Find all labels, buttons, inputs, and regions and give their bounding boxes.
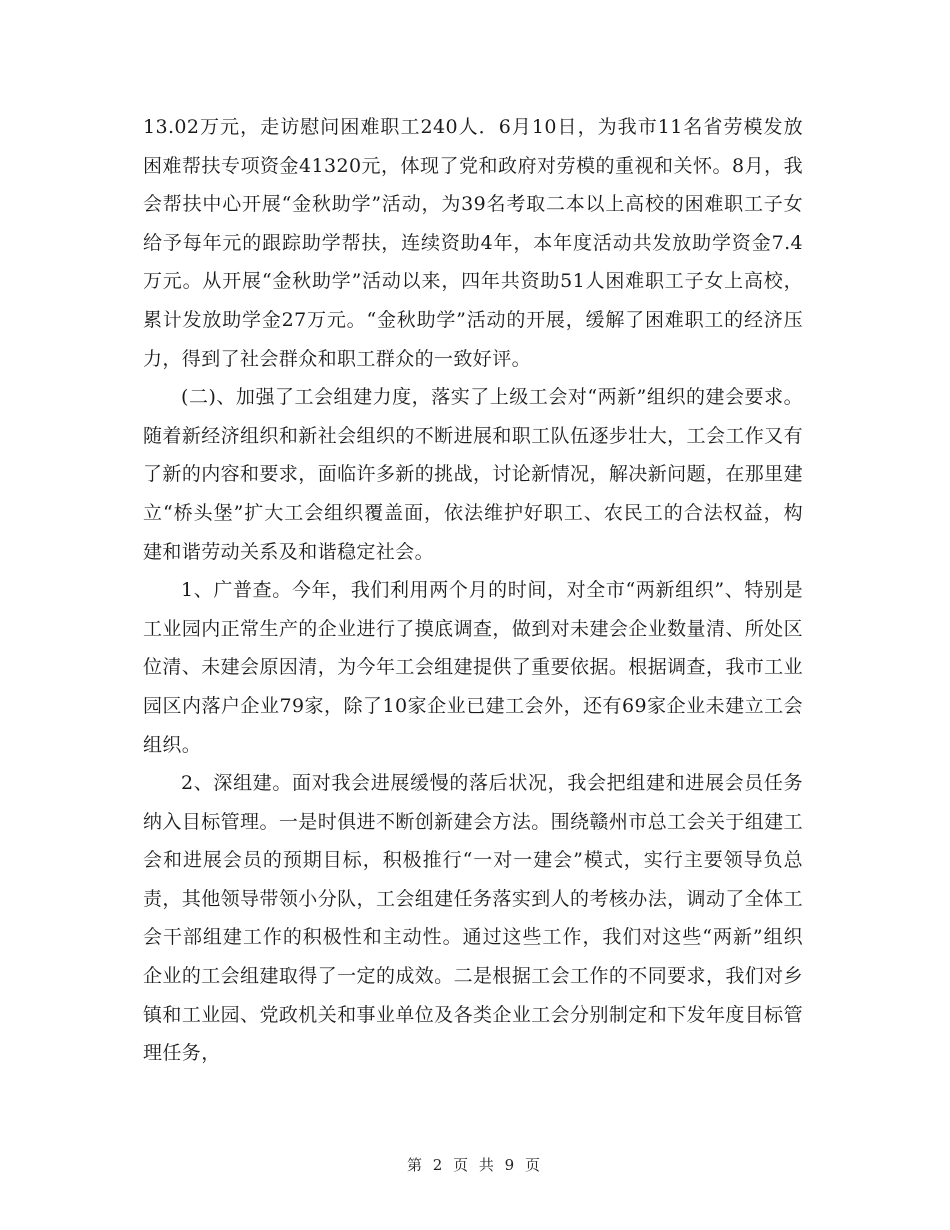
- paragraph-assistance: 13.02万元，走访慰问困难职工240人．6月10日，为我市11名省劳模发放困难帮扶专项资金41320元，体现了党和政府对劳模的重视和关怀。8月，我会帮扶中心开展“金秋助学”活动，为39名考取二本以上高校的困难职工子女给予每年元的跟踪助学帮扶，连续资助4年，本年度活动共发放助学资金7.4万元。从开展“金秋助学”活动以来，四年共资助51人困难职工子女上高校，累计发放助学金27万元。“金秋助学”活动的开展，缓解了困难职工的经济压力，得到了社会群众和职工群众的一致好评。: [143, 116, 803, 370]
- paragraph-survey: 1、广普查。今年，我们利用两个月的时间，对全市“两新组织”、特别是工业园内正常生产的企业进行了摸底调查，做到对未建会企业数量清、所处区位清、未建会原因清，为今年工会组建提供了重要依据。根据调查，我市工业园区内落户企业79家，除了10家企业已建工会外，还有69家企业未建立工会组织。: [143, 579, 803, 756]
- paragraph-union-building: (二)、加强了工会组建力度，落实了上级工会对“两新”组织的建会要求。随着新经济组织和新社会组织的不断进展和职工队伍逐步壮大，工会工作又有了新的内容和要求，面临许多新的挑战，讨论新情况，解决新问题，在那里建立“桥头堡”扩大工会组织覆盖面，依法维护好职工、农民工的合法权益，构建和谐劳动关系及和谐稳定社会。: [143, 386, 803, 563]
- page-number-footer: 第 2 页 共 9 页: [407, 1156, 543, 1174]
- document-body: [143, 108, 803, 1073]
- paragraph-deep-building: 2、深组建。面对我会进展缓慢的落后状况，我会把组建和进展会员任务纳入目标管理。一是时俱进不断创新建会方法。围绕赣州市总工会关于组建工会和进展会员的预期目标，积极推行“一对一建会”模式，实行主要领导负总责，其他领导带领小分队，工会组建任务落实到人的考核办法，调动了全体工会干部组建工作的积极性和主动性。通过这些工作，我们对这些“两新”组织企业的工会组建取得了一定的成效。二是根据工会工作的不同要求，我们对乡镇和工业园、党政机关和事业单位及各类企业工会分别制定和下发年度目标管理任务，: [143, 772, 803, 1065]
